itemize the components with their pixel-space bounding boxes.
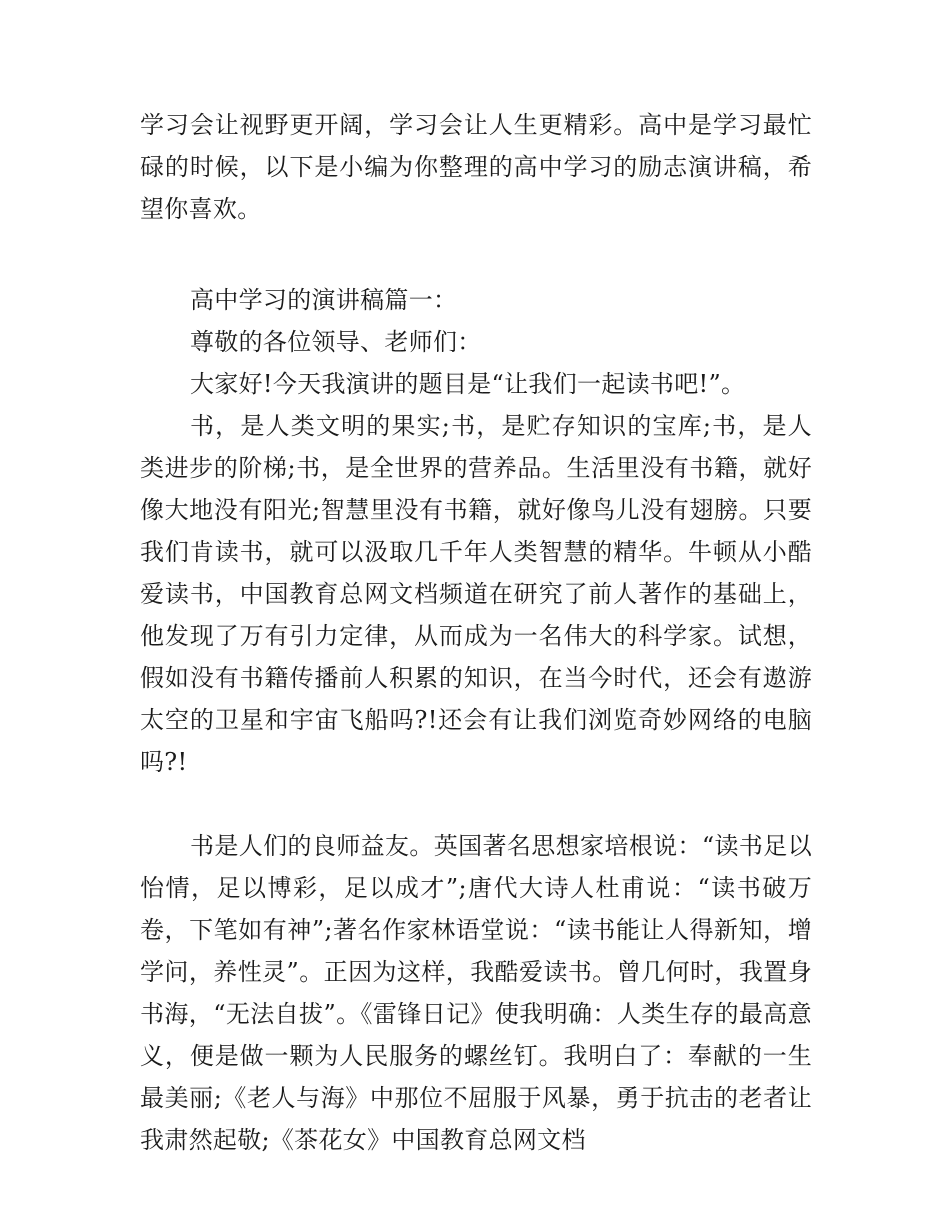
body-paragraph-books: 书，是人类文明的果实;书，是贮存知识的宝库;书，是人类进步的阶梯;书，是全世界的营养品。生活里没有书籍，就好像大地没有阳光;智慧里没有书籍，就好像鸟儿没有翅膀。只要我们肯读书，就可以汲取几千年人类智慧的精华。牛顿从小酷爱读书，中国教育总网文档频道在研究了前人著作的基础上，他发现了万有引力定律，从而成为一名伟大的科学家。试想，假如没有书籍传播前人积累的知识，在当今时代，还会有遨游太空的卫星和宇宙飞船吗?!还会有让我们浏览奇妙网络的电脑吗?! — [140, 412, 812, 776]
salutation: 尊敬的各位领导、老师们： — [190, 328, 482, 356]
greeting: 大家好!今天我演讲的题目是“让我们一起读书吧!”。 — [190, 370, 746, 398]
body-paragraph-mentors: 书是人们的良师益友。英国著名思想家培根说：“读书足以怡情，足以博彩，足以成才”;唐代大诗人杜甫说：“读书破万卷，下笔如有神”;著名作家林语堂说：“读书能让人得新知，增学问，养性灵”。正因为这样，我酷爱读书。曾几何时，我置身书海，“无法自拔”。《雷锋日记》使我明确：人类生存的最高意义，便是做一颗为人民服务的螺丝钉。我明白了：奉献的一生最美丽;《老人与海》中那位不屈服于风暴，勇于抗击的老者让我肃然起敬;《茶花女》中国教育总网文档 — [140, 832, 812, 1154]
section-title: 高中学习的演讲稿篇一： — [190, 286, 458, 314]
intro-paragraph: 学习会让视野更开阔，学习会让人生更精彩。高中是学习最忙碌的时候，以下是小编为你整理的高中学习的励志演讲稿，希望你喜欢。 — [140, 111, 812, 223]
